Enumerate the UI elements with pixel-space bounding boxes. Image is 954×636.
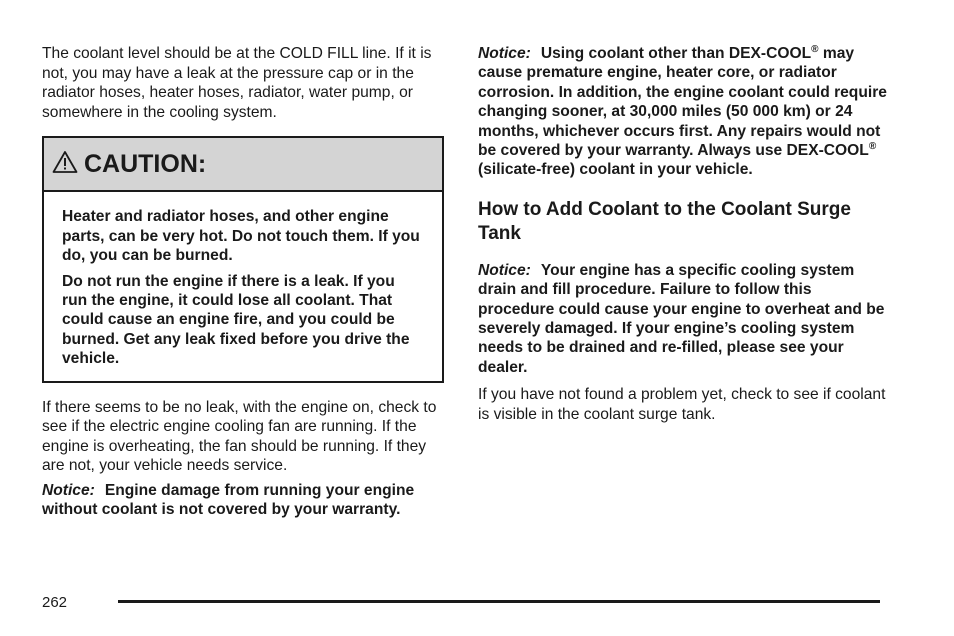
- caution-box: [42, 136, 444, 382]
- notice-text-part-a: Using coolant other than DEX-COOL: [540, 45, 812, 62]
- warning-triangle-icon: [52, 150, 78, 179]
- caution-title: CAUTION:: [84, 149, 207, 178]
- notice-label: Notice:: [42, 482, 95, 499]
- notice-text: Engine damage from running your engine without coolant is not covered by your warranty.: [42, 482, 415, 519]
- page-number: 262: [42, 594, 68, 611]
- notice-text-part-b: may cause premature engine, heater core, or radiator corrosion. In addition, the engine coolant could require changing sooner, at 30,000 miles (50 000 km) or 24 months, whichever occurs first. Any repairs would not be covered by your warranty. Always use DEX-COOL: [478, 45, 887, 160]
- registered-mark: ®: [811, 44, 819, 55]
- footer-rule: [118, 600, 880, 603]
- surge-tank-paragraph: If you have not found a problem yet, check to see if coolant is visible in the coolant surge tank.: [478, 386, 886, 423]
- caution-header: [44, 138, 442, 192]
- coolant-level-paragraph: The coolant level should be at the COLD FILL line. If it is not, you may have a leak at the pressure cap or in the radiator hoses, heater hoses, radiator, water pump, or somewhere in the cooling system.: [42, 45, 432, 121]
- registered-mark: ®: [868, 141, 877, 153]
- notice-dexcool: [478, 44, 888, 180]
- caution-paragraph-leak: Do not run the engine if there is a leak. If you run the engine, it could lose all coolant. That could cause an engine fire, and you could be burned. Get any leak fixed before you drive the vehicle.: [62, 272, 410, 368]
- right-column: [478, 44, 888, 424]
- notice-text-part-c: (silicate-free) coolant in your vehicle.: [478, 161, 753, 179]
- notice-label: Notice:: [478, 45, 531, 62]
- section-heading: How to Add Coolant to the Coolant Surge Tank: [478, 198, 851, 244]
- no-leak-paragraph: If there seems to be no leak, with the engine on, check to see if the electric engine cooling fan are running. If the engine is overheating, the fan should be running. If they are not, your vehicle needs service.: [42, 398, 437, 475]
- notice-label: Notice:: [478, 261, 531, 279]
- caution-paragraph-hot-parts: Heater and radiator hoses, and other engine parts, can be very hot. Do not touch them. If you do, you can be burned.: [62, 208, 420, 265]
- caution-body: [44, 192, 442, 380]
- notice-drain-fill: [478, 261, 888, 377]
- left-column: [42, 44, 444, 520]
- notice-no-coolant: [42, 481, 444, 520]
- notice-text: Your engine has a specific cooling system drain and fill procedure. Failure to follow this procedure could cause your engine to overheat and be severely damaged. If your engine’s cooling system needs to be drained and re-filled, please see your dealer.: [478, 261, 885, 376]
